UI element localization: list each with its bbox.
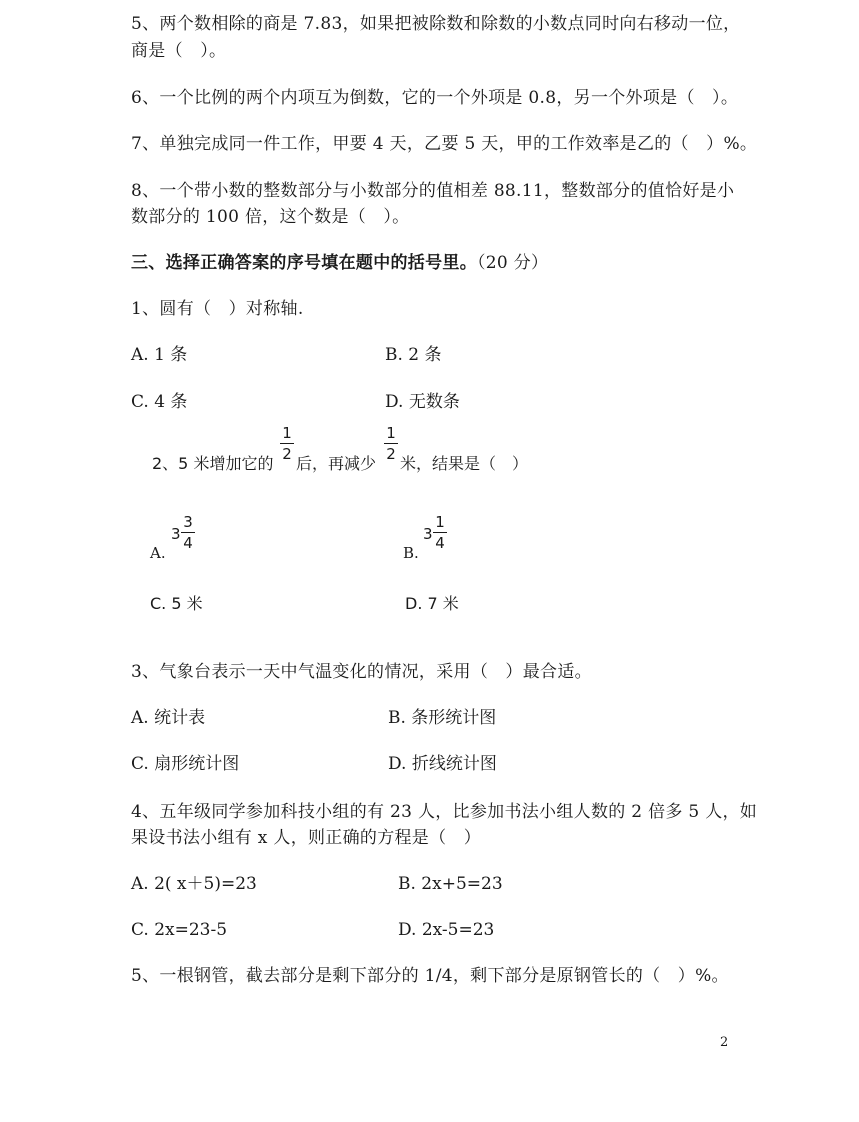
fraction-numerator: 1 — [282, 424, 292, 442]
choice-q3-option-b: B. 条形统计图 — [388, 708, 497, 728]
choice-q3-stem: 3、气象台表示一天中气温变化的情况，采用（ ）最合适。 — [131, 662, 592, 682]
choice-q4-option-d: D. 2x-5=23 — [398, 920, 495, 940]
choice-q4-option-b: B. 2x+5=23 — [398, 874, 503, 894]
choice-q2-option-a-label: A. — [150, 544, 166, 562]
fraction-denominator: 4 — [435, 534, 445, 552]
choice-q2-stem-part-1: 2、5 米增加它的 — [152, 454, 274, 473]
choice-q2-fraction-2 — [384, 425, 398, 463]
section-3-heading — [131, 251, 548, 275]
section-3-title: 三、选择正确答案的序号填在题中的括号里。 — [131, 253, 477, 273]
choice-q2-option-b-label: B. — [403, 544, 419, 562]
question-8-line-2: 数部分的 100 倍，这个数是（ ）。 — [131, 207, 410, 227]
fraction-bar — [181, 532, 195, 533]
choice-q3-option-c: C. 扇形统计图 — [131, 754, 240, 774]
choice-q4-option-c: C. 2x=23-5 — [131, 920, 228, 940]
choice-q2-option-a-fraction — [181, 514, 195, 552]
fraction-denominator: 2 — [386, 445, 396, 463]
question-5-line-2: 商是（ ）。 — [131, 41, 227, 61]
choice-q4-stem-line-2: 果设书法小组有 x 人，则正确的方程是（ ） — [131, 828, 481, 848]
question-8-line-1: 8、一个带小数的整数部分与小数部分的值相差 88.11，整数部分的值恰好是小 — [131, 181, 735, 201]
question-5-line-1: 5、两个数相除的商是 7.83，如果把被除数和除数的小数点同时向右移动一位， — [131, 14, 741, 34]
choice-q2-option-d: D. 7 米 — [405, 594, 459, 613]
fraction-numerator: 1 — [435, 513, 445, 531]
fraction-bar — [433, 532, 447, 533]
choice-q1-option-c: C. 4 条 — [131, 392, 188, 412]
choice-q2-fraction-1 — [280, 425, 294, 463]
choice-q3-option-a: A. 统计表 — [131, 708, 206, 728]
choice-q4-stem-line-1: 4、五年级同学参加科技小组的有 23 人，比参加书法小组人数的 2 倍多 5 人，如 — [131, 802, 758, 822]
choice-q1-option-b: B. 2 条 — [385, 345, 442, 365]
fraction-numerator: 3 — [183, 513, 193, 531]
choice-q2-option-b-whole: 3 — [423, 525, 433, 543]
question-7: 7、单独完成同一件工作，甲要 4 天，乙要 5 天，甲的工作效率是乙的（ ）%。 — [131, 134, 758, 154]
fraction-denominator: 4 — [183, 534, 193, 552]
choice-q1-option-a: A. 1 条 — [131, 345, 188, 365]
fraction-bar — [280, 443, 294, 444]
choice-q2-option-c: C. 5 米 — [150, 594, 203, 613]
fraction-denominator: 2 — [282, 445, 292, 463]
page-number: 2 — [720, 1035, 729, 1050]
choice-q4-option-a: A. 2( x＋5)=23 — [131, 874, 257, 894]
choice-q3-option-d: D. 折线统计图 — [388, 754, 497, 774]
choice-q2-option-a-whole: 3 — [171, 525, 181, 543]
choice-q2-stem-part-2: 后，再减少 — [296, 454, 377, 473]
choice-q1-stem: 1、圆有（ ）对称轴. — [131, 299, 304, 319]
choice-q1-option-d: D. 无数条 — [385, 392, 460, 412]
section-3-score: （20 分） — [477, 253, 549, 273]
fraction-numerator: 1 — [386, 424, 396, 442]
fraction-bar — [384, 443, 398, 444]
choice-q2-option-b-fraction — [433, 514, 447, 552]
choice-q5-stem: 5、一根钢管，截去部分是剩下部分的 1/4，剩下部分是原钢管长的（ ）%。 — [131, 966, 729, 986]
question-6: 6、一个比例的两个内项互为倒数，它的一个外项是 0.8，另一个外项是（ ）。 — [131, 88, 739, 108]
choice-q2-stem-part-3: 米，结果是（ ） — [400, 454, 529, 473]
